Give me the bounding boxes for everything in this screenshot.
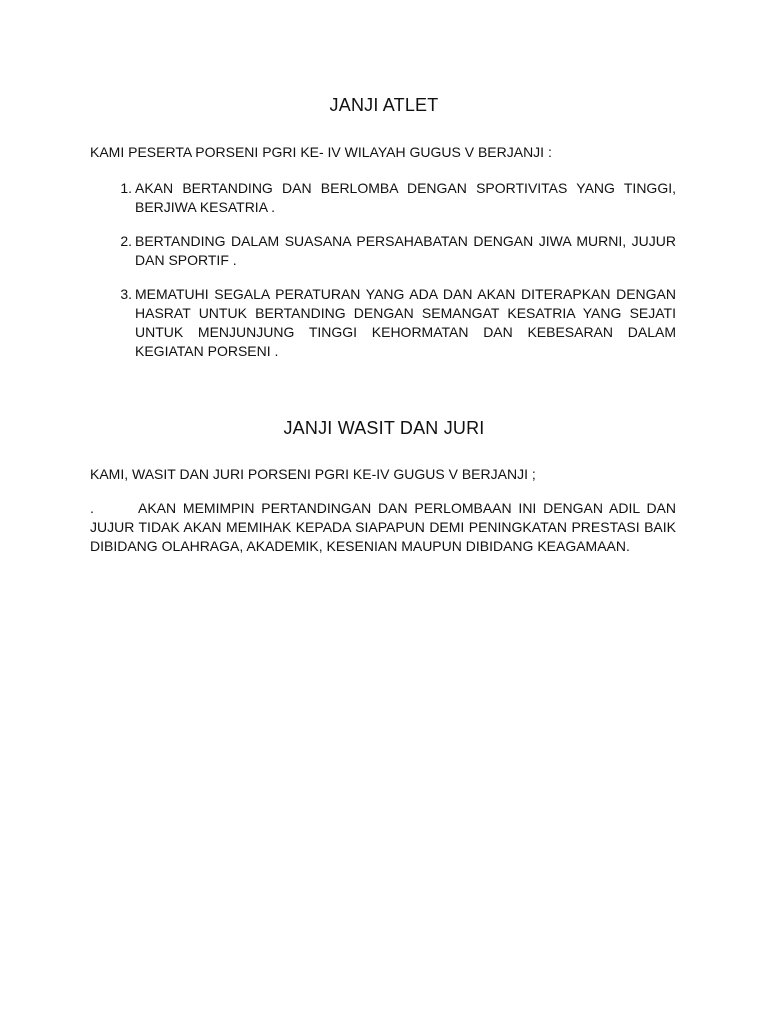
paragraph-bullet: . [90,500,94,516]
item-number: 1. [120,180,132,196]
janji-atlet-item [90,232,676,270]
item-text: AKAN BERTANDING DAN BERLOMBA DENGAN SPORTIVITAS YANG TINGGI, BERJIWA KESATRIA . [135,180,676,215]
janji-wasit-paragraph [90,499,676,556]
janji-wasit-intro: KAMI, WASIT DAN JURI PORSENI PGRI KE-IV GUGUS V BERJANJI ; [90,466,536,482]
item-number: 2. [120,233,132,249]
janji-wasit-title: JANJI WASIT DAN JURI [283,418,485,438]
item-number: 3. [120,286,132,302]
janji-wasit-text: AKAN MEMIMPIN PERTANDINGAN DAN PERLOMBAAN INI DENGAN ADIL DAN JUJUR TIDAK AKAN MEMIHAK KEPADA SIAPAPUN DEMI PENINGKATAN PRESTASI BAIK DIBIDANG OLAHRAGA, AKADEMIK, KESENIAN MAUPUN DIBIDANG KEAGAMAAN. [90,500,676,554]
janji-atlet-item [90,179,676,217]
item-text: BERTANDING DALAM SUASANA PERSAHABATAN DENGAN JIWA MURNI, JUJUR DAN SPORTIF . [135,233,676,268]
janji-atlet-intro: KAMI PESERTA PORSENI PGRI KE- IV WILAYAH GUGUS V BERJANJI : [90,144,552,160]
item-text: MEMATUHI SEGALA PERATURAN YANG ADA DAN AKAN DITERAPKAN DENGAN HASRAT UNTUK BERTANDING DENGAN SEMANGAT KESATRIA YANG SEJATI UNTUK MENJUNJUNG TINGGI KEHORMATAN DAN KEBESARAN DALAM KEGIATAN PORSENI . [135,286,676,359]
janji-atlet-item [90,285,676,361]
janji-atlet-title: JANJI ATLET [329,95,439,115]
